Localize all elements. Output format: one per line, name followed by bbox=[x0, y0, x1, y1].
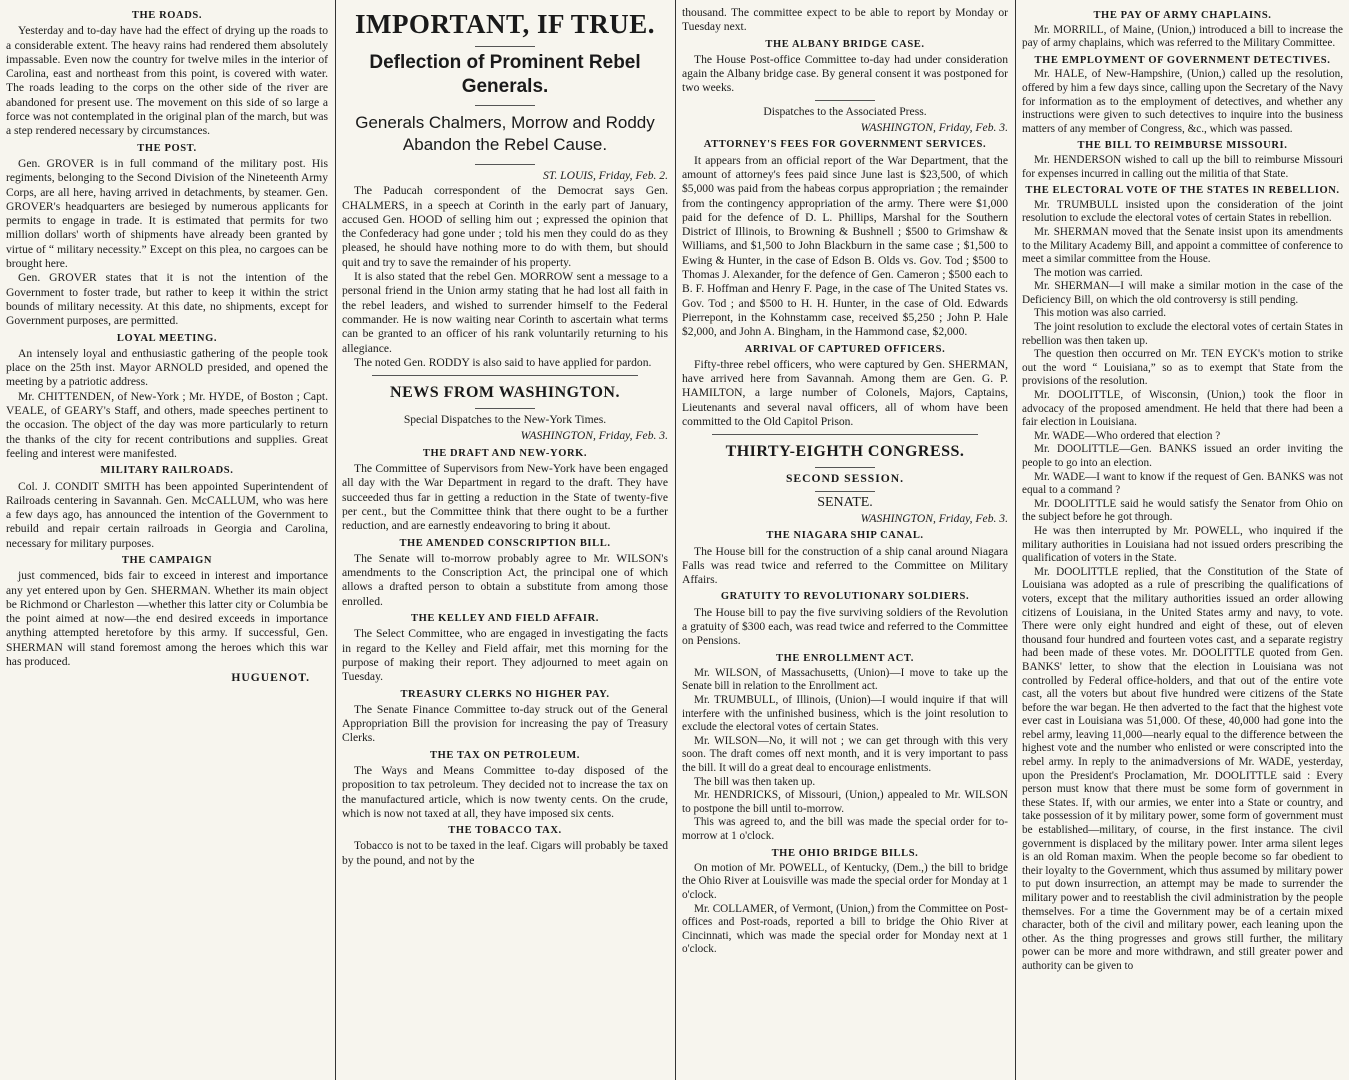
paragraph: The House Post-office Committee to-day had under consideration again the Albany bridge case. By general consent it was postponed for two weeks. bbox=[682, 52, 1008, 95]
signature: HUGUENOT. bbox=[231, 671, 310, 685]
paragraph: An intensely loyal and enthusiastic gathering of the people took place on the 25th inst. Mayor ARNOLD presided, and opened the meeting by a patriotic address. bbox=[6, 346, 328, 389]
paragraph: It appears from an official report of the War Department, that the amount of attorney's fees paid since June last is $23,500, of which $5,000 was paid from the habeas corpus appropriation ; the remainder from the contingency appropriation of the army. There were $1,000 paid for the defence of D. L. Phillips, Marshal for the Southern District of Illinois, to Browning & Bushnell ; $500 to Grimshaw & Williams, and $1,500 to John Blackburn in the same case ; $1,500 to Ewing & Hunter, in the case of Edson B. Olds vs. Gov. Tod ; $500 to Thomas J. Alexander, for the defence of Gen. Cameron ; $500 each to B. F. Hoffman and Henry F. Page, in the case of The United States vs. Gov. Tod ; and $500 to H. H. Hunter, in the case of Old. Edwards Pierrepont, in the Kohnstamm case, received $5,250 ; John P. Hale $2,000, and John A. Bingham, in the Hammond case, $2,000. bbox=[682, 153, 1008, 339]
dateline: ST. LOUIS, Friday, Feb. 2. bbox=[542, 169, 668, 182]
divider bbox=[475, 164, 535, 165]
column-1 bbox=[0, 0, 334, 1080]
paragraph: Mr. DOOLITTLE, of Wisconsin, (Union,) took the floor in advocacy of the proposed amendment. He held that there had been a fair election in Louisiana. bbox=[1022, 389, 1343, 429]
paragraph: The Committee of Supervisors from New-York have been engaged all day with the War Department in regard to the draft. They have succeeded thus far in getting a reduction in the State of twenty-five per cent., but the Committee think that there ought to be a further reduction, and are earnestly endeavoring to bring it about. bbox=[342, 462, 668, 533]
section-head-post: THE POST. bbox=[137, 142, 197, 154]
dateline: WASHINGTON, Friday, Feb. 3. bbox=[860, 121, 1008, 135]
section-head: THE BILL TO REIMBURSE MISSOURI. bbox=[1077, 140, 1288, 152]
paragraph: Mr. TRUMBULL, of Illinois, (Union)—I would inquire if that will interfere with the unfinished business, which is the joint resolution to exclude the electoral votes of certain States. bbox=[682, 694, 1008, 734]
paragraph: This was agreed to, and the bill was made the special order for to-morrow at 1 o'clock. bbox=[682, 816, 1008, 842]
paragraph: Gen. GROVER is in full command of the military post. His regiments, belonging to the Second Division of the Nineteenth Army Corps, are all here, having arrived in detachments, by steamer. Gen. GROVER's headquarters are besieged by numerous applicants for permits to engage in trade. It is estimated that permits for two million dollars' worth of shipments have already been granted by virtue of “ military necessity.” Except on this plea, no cargoes can be brought here. bbox=[6, 156, 328, 271]
section-head-railroads: MILITARY RAILROADS. bbox=[100, 465, 234, 477]
paragraph: Fifty-three rebel officers, who were captured by Gen. SHERMAN, have arrived here from Savannah. Among them are Gen. G. P. HAMILTON, a large number of Colonels, Majors, Captains, Lieutenants and several naval officers, all of whom have been committed to the Old Capitol Prison. bbox=[682, 357, 1008, 429]
paragraph: Mr. WADE—I want to know if the request of Gen. BANKS was not equal to a command ? bbox=[1022, 470, 1343, 497]
subheadline: Deflection of Prominent Rebel Generals. bbox=[369, 52, 641, 97]
session-head: SECOND SESSION. bbox=[785, 472, 905, 486]
dateline: WASHINGTON, Friday, Feb. 3. bbox=[520, 429, 668, 443]
divider bbox=[372, 375, 638, 376]
paragraph: The Senate Finance Committee to-day struck out of the General Appropriation Bill the provision for increasing the pay of Treasury Clerks. bbox=[342, 702, 668, 745]
paragraph: Tobacco is not to be taxed in the leaf. Cigars will probably be taxed by the pound, and not by the bbox=[342, 839, 668, 867]
paragraph: just commenced, bids fair to exceed in interest and importance any yet entered upon by Gen. SHERMAN. Whether its main object be Richmond or Charleston —whether this latter city or Columbia be the point aimed at now—the end desired exceeds in importance anything attempted heretofore by this army. If successful, Gen. SHERMAN will stand foremost among the heroes which this war has produced. bbox=[6, 569, 328, 669]
paragraph: The bill was then taken up. bbox=[694, 775, 816, 788]
paragraph: Mr. DOOLITTLE said he would satisfy the Senator from Ohio on the subject before he got through. bbox=[1022, 497, 1343, 524]
paragraph: It is also stated that the rebel Gen. MORROW sent a message to a personal friend in the Union army stating that he had lost all faith in the rebel leaders, and wished to surrender himself to the Federal commander. He is now waiting near Corinth to ascertain what terms can be granted to an officer of his rank voluntarily returning to his allegiance. bbox=[342, 270, 668, 355]
paragraph: The Ways and Means Committee to-day disposed of the proposition to tax petroleum. They decided not to increase the tax on the manufactured article, which is now twenty cents. On the crude, which is now not taxed at all, they have imposed six cents. bbox=[342, 763, 668, 820]
section-head: THE TAX ON PETROLEUM. bbox=[430, 749, 580, 761]
paragraph: Mr. WILSON—No, it will not ; we can get through with this very soon. The draft comes off next month, and it is very important to pass the bill. It will do a great deal to encourage enlistments. bbox=[682, 734, 1008, 775]
paragraph: The question then occurred on Mr. TEN EYCK's motion to strike out the word “ Louisiana,” so as to exempt that State from the provisions of the resolution. bbox=[1022, 348, 1343, 388]
section-head-roads: THE ROADS. bbox=[131, 10, 203, 21]
paragraph: Yesterday and to-day have had the effect of drying up the roads to a considerable extent. The heavy rains had rendered them absolutely impassable. Even now the country for twelve miles in the interior of Carolina, east and northeast from this point, is covered with water. The roads leading to the corps on the other side of the river are abandoned for present use. The movement on this side of so large a force was not contemplated in the original plan of the march, but was a step rendered necessary by circumstances. bbox=[6, 24, 328, 138]
section-head: GRATUITY TO REVOLUTIONARY SOLDIERS. bbox=[720, 591, 970, 603]
paragraph: Mr. MORRILL, of Maine, (Union,) introduced a bill to increase the pay of army chaplains, which was referred to the Military Committee. bbox=[1022, 23, 1343, 50]
divider bbox=[815, 100, 875, 101]
section-head: THE DRAFT AND NEW-YORK. bbox=[422, 447, 588, 459]
paragraph: Mr. HENDERSON wished to call up the bill to reimburse Missouri for expenses incurred in calling out the militia of that State. bbox=[1022, 153, 1343, 180]
paragraph: The joint resolution to exclude the electoral votes of certain States in rebellion was then taken up. bbox=[1022, 321, 1343, 347]
paragraph: Mr. HALE, of New-Hampshire, (Union,) called up the resolution, offered by him a few days since, calling upon the Secretary of the Navy for information as to the employment of detectives, and whether any instructions were given to such detectives to inquire into the business matters of any member of Congress, &c., which was passed. bbox=[1022, 68, 1344, 135]
divider bbox=[475, 46, 535, 47]
paragraph: The motion was carried. bbox=[1034, 266, 1143, 279]
section-head: THE TOBACCO TAX. bbox=[448, 825, 562, 837]
section-head: THE ENROLLMENT ACT. bbox=[776, 652, 914, 664]
divider bbox=[475, 105, 535, 106]
paragraph: The noted Gen. RODDY is also said to have applied for pardon. bbox=[354, 355, 652, 369]
paragraph: Mr. WADE—Who ordered that election ? bbox=[1034, 429, 1221, 442]
column-3 bbox=[676, 0, 1014, 1080]
column-4 bbox=[1016, 0, 1349, 1080]
section-head: ATTORNEY'S FEES FOR GOVERNMENT SERVICES. bbox=[703, 139, 987, 151]
paragraph: The House bill to pay the five surviving soldiers of the Revolution a gratuity of $300 each, was read twice and referred to the Committee on Pensions. bbox=[682, 605, 1008, 648]
paragraph: Mr. WILSON, of Massachusetts, (Union)—I move to take up the Senate bill in relation to the Enrollment act. bbox=[682, 666, 1008, 693]
section-headline: THIRTY-EIGHTH CONGRESS. bbox=[725, 443, 965, 461]
paragraph: He was then interrupted by Mr. POWELL, who inquired if the military authorities in Louisiana had not issued orders prescribing the qualification of voters in the State. bbox=[1022, 524, 1343, 565]
section-head: THE NIAGARA SHIP CANAL. bbox=[766, 530, 924, 542]
paragraph: Col. J. CONDIT SMITH has been appointed Superintendent of Railroads centering in Savannah. Gen. McCALLUM, who was here a few days ago, has announced the intention of the Government to rebuild and repair certain railroads in Georgia and Carolina, necessary for military purposes. bbox=[6, 479, 328, 550]
paragraph: Mr. SHERMAN—I will make a similar motion in the case of the Deficiency Bill, on which the old controversy is still pending. bbox=[1022, 280, 1343, 306]
chamber-head: SENATE. bbox=[817, 494, 873, 510]
section-head: THE AMENDED CONSCRIPTION BILL. bbox=[399, 537, 611, 549]
section-head-loyal-meeting: LOYAL MEETING. bbox=[116, 332, 218, 344]
dispatch-credit: Special Dispatches to the New-York Times. bbox=[403, 413, 607, 427]
paragraph: Mr. DOOLITTLE—Gen. BANKS issued an order inviting the people to go into an election. bbox=[1022, 443, 1343, 469]
paragraph: On motion of Mr. POWELL, of Kentucky, (Dem.,) the bill to bridge the Ohio River at Louisville was made the special order for Monday at 1 o'clock. bbox=[682, 861, 1008, 902]
section-head: THE EMPLOYMENT OF GOVERNMENT DETECTIVES. bbox=[1034, 54, 1331, 66]
paragraph: The Paducah correspondent of the Democrat says Gen. CHALMERS, in a speech at Corinth in the early part of January, accused Gen. HOOD of selling him out ; expressed the opinion that the Confederacy had gone under ; told his men they could do as they pleased, he should have nothing more to do with them, but should quit and try to save the remainder of his property. bbox=[342, 184, 668, 269]
paragraph: Mr. HENDRICKS, of Missouri, (Union,) appealed to Mr. WILSON to postpone the bill until to-morrow. bbox=[682, 789, 1008, 815]
paragraph: Mr. DOOLITTLE replied, that the Constitution of the State of Louisiana was adopted as a rule of prescribing the qualifications of voters, except that the military authorities issued an order allowing citizens of Louisiana, in the United States army and navy, to vote. There were only eight hundred and eight of these, out of eleven thousand four hundred and fourteen votes cast, and a separate registry had been made of these votes. Mr. DOOLITTLE quoted from Gen. BANKS' letter, to show that the election in Louisiana was not controlled by Federal office-holders, and that out of the entire vote cast, all the voters but about five hundred were citizens of the State before the war began. He then adverted to the fact that the highest vote ever cast in Louisiana was 51,000. Of these, 40,000 had gone into the rebel army, leaving 11,000—nearly equal to the difference between the highest vote and the number who enlisted or were conscripted into the rebel army. In reply to the animadversions of Mr. WADE, yesterday, upon the President's Proclamation, Mr. DOOLITTLE said : Every person must know that there must be some form of government in these States. If, with our armies, we enter into a State or country, and take possession of it by military power, some form of government must be established—military, of course, in the first instance. The civil government is displaced by the military power. Inter arma silent leges is an old Roman maxim. When the people become so far obedient to their loyalty to the Government, which thus assumed by military power to put down insurrection, an attempt may be made to surrender the military power and to reestablish the civil administration by the people themselves. For a time the Government may be of a certain mixed character, both of the civil and military power, each leaning upon the other. As the thing progresses and grows still further, the military power can be more and more withdrawn, and still greater power and authority can be given to bbox=[1022, 565, 1343, 972]
paragraph: The Select Committee, who are engaged in investigating the facts in regard to the Kelley and Field affair, met this morning for the purpose of making their report. They adjourned to meet again on Tuesday. bbox=[342, 627, 668, 684]
headline: IMPORTANT, IF TRUE. bbox=[354, 9, 656, 39]
paragraph: Mr. SHERMAN moved that the Senate insist upon its amendments to the Military Academy Bill, and appoint a committee of conference to meet a similar committee from the House. bbox=[1022, 225, 1343, 266]
divider bbox=[815, 491, 875, 492]
paragraph: Mr. TRUMBULL insisted upon the consideration of the joint resolution to exclude the electoral votes of certain States in rebellion. bbox=[1022, 198, 1343, 225]
section-head: THE PAY OF ARMY CHAPLAINS. bbox=[1093, 10, 1272, 21]
section-head-campaign: THE CAMPAIGN bbox=[121, 554, 213, 566]
paragraph: The House bill for the construction of a ship canal around Niagara Falls was read twice and referred to the Committee on Military Affairs. bbox=[682, 544, 1008, 587]
paragraph: Gen. GROVER states that it is not the intention of the Government to foster trade, but rather to keep it within the strict bounds of military necessity. At this date, no shipments, except for Government purposes, are permitted. bbox=[6, 271, 328, 328]
section-head: ARRIVAL OF CAPTURED OFFICERS. bbox=[744, 343, 946, 355]
section-head: THE ELECTORAL VOTE OF THE STATES IN REBELLION. bbox=[1025, 185, 1340, 197]
deck: Generals Chalmers, Morrow and Roddy Abandon the Rebel Cause. bbox=[355, 113, 655, 154]
divider bbox=[712, 434, 978, 435]
column-2 bbox=[336, 0, 674, 1080]
paragraph: thousand. The committee expect to be able to report by Monday or Tuesday next. bbox=[682, 6, 1008, 34]
dispatch-credit: Dispatches to the Associated Press. bbox=[763, 104, 927, 118]
section-head: THE OHIO BRIDGE BILLS. bbox=[771, 847, 919, 859]
divider bbox=[815, 467, 875, 468]
section-head: TREASURY CLERKS NO HIGHER PAY. bbox=[400, 688, 610, 700]
paragraph: The Senate will to-morrow probably agree to Mr. WILSON's amendments to the Conscription Act, the principal one of which allows a drafted person to obtain a substitute from among those enrolled. bbox=[342, 551, 668, 608]
paragraph: This motion was also carried. bbox=[1034, 307, 1167, 320]
divider bbox=[475, 408, 535, 409]
paragraph: Mr. COLLAMER, of Vermont, (Union,) from the Committee on Post-offices and Post-roads, reported a bill to bridge the Ohio River at Cincinnati, which was made the special order for Monday next at 1 o'clock. bbox=[682, 902, 1008, 956]
section-head: THE ALBANY BRIDGE CASE. bbox=[765, 38, 925, 50]
paragraph: Mr. CHITTENDEN, of New-York ; Mr. HYDE, of Boston ; Capt. VEALE, of GEARY's Staff, and others, made speeches pertinent to the occasion. The object of the day was more particularly to return the thanks of the city for recent contributions and supplies. Great feeling and interest were manifested. bbox=[6, 389, 328, 460]
section-head: THE KELLEY AND FIELD AFFAIR. bbox=[410, 613, 600, 625]
section-headline: NEWS FROM WASHINGTON. bbox=[390, 384, 620, 402]
dateline: WASHINGTON, Friday, Feb. 3. bbox=[860, 511, 1008, 525]
